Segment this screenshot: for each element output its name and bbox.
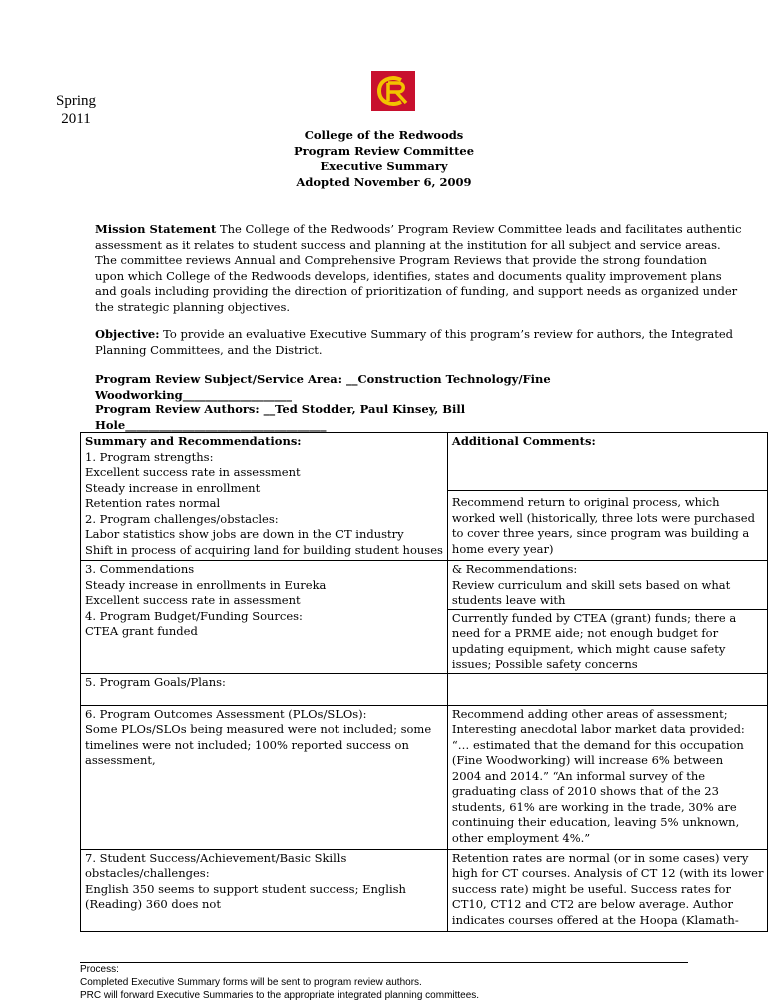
cell-line: students, 61% are working in the trade, 30% are	[451, 799, 737, 814]
summary-cell	[81, 561, 448, 674]
summary-table	[80, 432, 768, 932]
header-committee: Program Review Committee	[293, 143, 475, 158]
footer-line: PRC will forward Executive Summaries to the appropriate integrated planning committees.	[80, 990, 480, 1001]
cell-line: Steady increase in enrollment	[85, 480, 261, 495]
cell-line: Excellent success rate in assessment	[85, 593, 301, 607]
cell-line: other employment 4%.”	[451, 830, 591, 845]
cell-line: Recommend adding other areas of assessment;	[451, 706, 728, 721]
comments-header-box	[448, 433, 768, 491]
cell-line: CTEA grant funded	[85, 624, 198, 638]
spring-label	[50, 92, 102, 128]
cell-line: 7. Student Success/Achievement/Basic Skills	[85, 850, 347, 865]
cell-line: assessment,	[85, 753, 156, 767]
cell-line: need for a PRME aide; not enough budget for	[451, 626, 719, 640]
table-row	[81, 433, 768, 561]
cell-line: Steady increase in enrollments in Eureka	[85, 577, 327, 592]
cell-line: 4. Program Budget/Funding Sources:	[85, 608, 303, 623]
cell-line: 1. Program strengths:	[85, 449, 214, 464]
cell-line: obstacles/challenges:	[85, 866, 210, 880]
footer-process-label: Process:	[80, 964, 119, 975]
objective-line: Planning Committees, and the District.	[95, 342, 323, 357]
cell-line: & Recommendations:	[451, 562, 578, 576]
cell-line: 3. Commendations	[85, 562, 195, 576]
cell-line: CT10, CT12 and CT2 are below average. Author	[451, 897, 734, 911]
cell-line: home every year)	[451, 541, 554, 556]
spring-line-2: 2011	[61, 111, 91, 127]
cell-line: graduating class of 2010 shows that of the 23	[451, 784, 719, 798]
budget-comments-box	[448, 610, 768, 673]
summary-cell	[81, 705, 448, 849]
table-row	[81, 561, 768, 674]
cell-line: 2004 and 2014.” “An informal survey of the	[451, 768, 706, 783]
comments-cell	[447, 673, 768, 705]
cell-line: Interesting anecdotal labor market data provided:	[451, 722, 745, 736]
mission-line: and goals including providing the direction of prioritization of funding, and support needs as organized under	[95, 284, 738, 299]
cell-line: Shift in process of acquiring land for building student houses	[85, 542, 443, 557]
header-adopted-date: Adopted November 6, 2009	[296, 174, 472, 189]
mission-label: Mission Statement	[95, 222, 217, 236]
cell-line: (Fine Woodworking) will increase 6% between	[451, 753, 724, 767]
mission-statement	[95, 222, 742, 316]
cell-line: timelines were not included; 100% reported success on	[85, 737, 409, 752]
mission-line: the strategic planning objectives.	[95, 299, 290, 314]
comments-cell	[447, 849, 768, 931]
cell-line: updating equipment, which might cause safety	[451, 641, 726, 656]
cell-line: continuing their education, leaving 5% unknown,	[451, 815, 740, 829]
cell-line: (Reading) 360 does not	[85, 897, 221, 911]
authors-field: Program Review Authors: __Ted Stodder, Paul Kinsey, Bill Hole___________________________________	[95, 402, 466, 432]
document-header	[180, 128, 588, 190]
cell-line: to cover three years, since program was building a	[451, 526, 750, 540]
table-row	[81, 705, 768, 849]
summary-cell	[81, 673, 448, 705]
cell-line: high for CT courses. Analysis of CT 12 (with its lower	[451, 866, 764, 880]
cell-line: success rate) might be useful. Success rates for	[451, 881, 731, 896]
subject-area-field: Program Review Subject/Service Area: __Construction Technology/Fine Woodworking___________________	[95, 372, 551, 402]
cell-line: worked well (historically, three lots were purchased	[451, 510, 755, 525]
objective-line: To provide an evaluative Executive Summary of this program’s review for authors, the Integrated	[159, 327, 734, 341]
college-logo	[371, 71, 415, 111]
table-row	[81, 673, 768, 705]
comments-cell	[447, 705, 768, 849]
cell-line: 6. Program Outcomes Assessment (PLOs/SLOs):	[85, 706, 367, 721]
cell-line: Excellent success rate in assessment	[85, 465, 301, 479]
header-college: College of the Redwoods	[304, 128, 464, 142]
header-doc-title: Executive Summary	[320, 159, 448, 173]
objective-statement	[95, 327, 734, 358]
cell-line: Retention rates normal	[85, 496, 221, 510]
objective-label: Objective:	[95, 327, 160, 341]
cell-line: Summary and Recommendations:	[85, 434, 302, 448]
cell-line: issues; Possible safety concerns	[451, 657, 638, 671]
cell-line: “… estimated that the demand for this occupation	[451, 737, 744, 752]
summary-cell	[81, 849, 448, 931]
recommendations-box	[448, 561, 768, 610]
mission-line: The committee reviews Annual and Comprehensive Program Reviews that provide the strong foundation	[95, 253, 707, 268]
process-footer	[80, 963, 700, 1002]
cell-line: Review curriculum and skill sets based on what	[451, 577, 731, 592]
cell-line: Retention rates are normal (or in some cases) very	[451, 850, 749, 865]
cell-line: Labor statistics show jobs are down in the CT industry	[85, 527, 404, 541]
summary-cell	[81, 433, 448, 561]
spring-line-1: Spring	[55, 93, 96, 109]
cell-line: students leave with	[451, 593, 566, 607]
cell-line: Some PLOs/SLOs being measured were not included; some	[85, 722, 432, 736]
footer-line: Completed Executive Summary forms will be sent to program review authors.	[80, 977, 422, 988]
table-row	[81, 849, 768, 931]
comments-cell	[447, 433, 768, 561]
mission-line: assessment as it relates to student success and planning at the institution for all subject and service areas.	[95, 237, 721, 252]
cell-line: 2. Program challenges/obstacles:	[85, 511, 279, 526]
cell-line: Recommend return to original process, which	[451, 495, 720, 509]
cell-line: Currently funded by CTEA (grant) funds; there a	[451, 610, 737, 625]
comments-cell	[447, 561, 768, 674]
mission-line: The College of the Redwoods’ Program Review Committee leads and facilitates authentic	[216, 222, 742, 236]
cell-line: indicates courses offered at the Hoopa (Klamath-	[451, 912, 739, 927]
comments-body	[448, 491, 768, 557]
comments-title: Additional Comments:	[451, 434, 596, 448]
cell-line: 5. Program Goals/Plans:	[85, 674, 226, 689]
cell-line: English 350 seems to support student success; English	[85, 881, 406, 896]
mission-line: upon which College of the Redwoods develops, identifies, states and documents quality improvement plans	[95, 268, 722, 283]
